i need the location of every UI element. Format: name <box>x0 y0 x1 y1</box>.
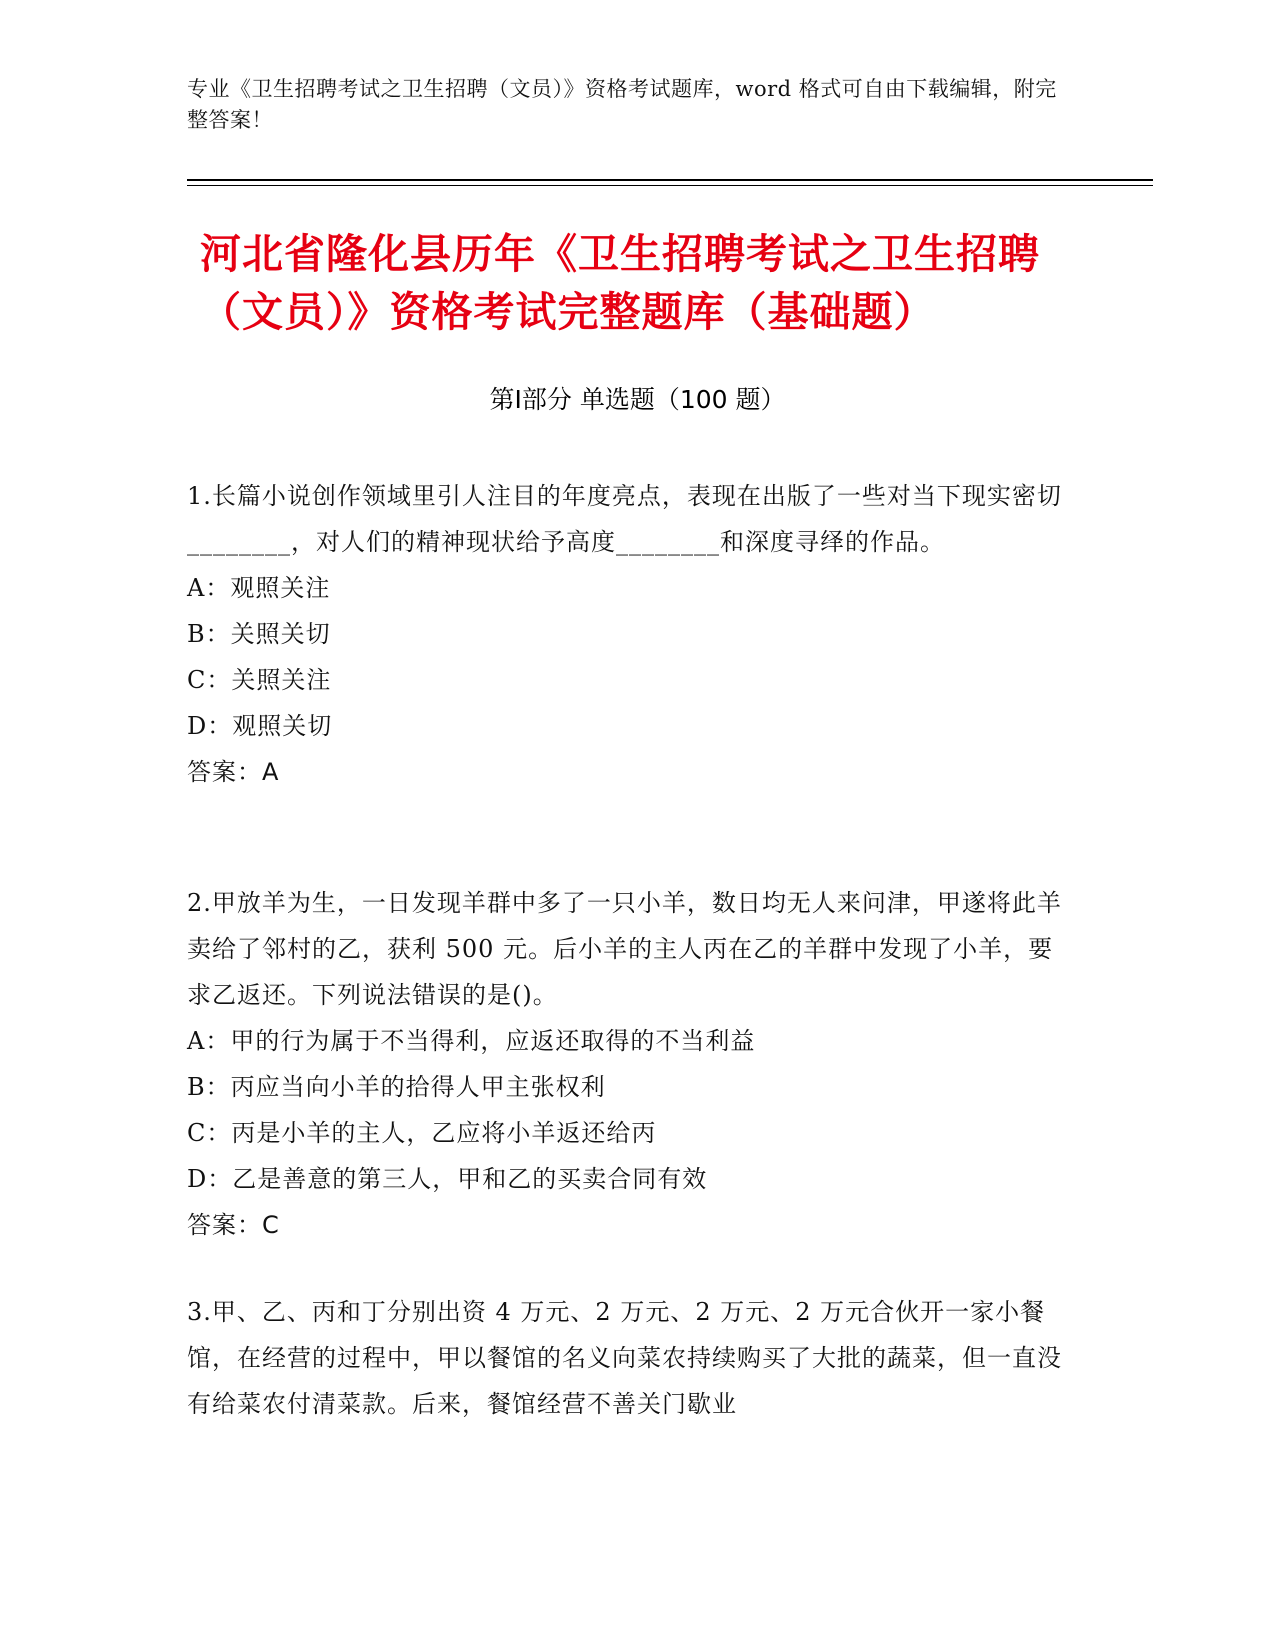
answer-line: 答案：C <box>187 1211 280 1239</box>
question-block <box>187 473 1067 795</box>
question-stem: 1.长篇小说创作领域里引人注目的年度亮点，表现在出版了一些对当下现实密切________，对人们的精神现状给予高度________和深度寻绎的作品。 <box>187 482 1062 556</box>
answer-line: 答案：A <box>187 758 280 786</box>
option-d: D：观照关切 <box>187 712 333 740</box>
question-stem: 2.甲放羊为生，一日发现羊群中多了一只小羊，数日均无人来问津，甲遂将此羊卖给了邻村的乙，获利 500 元。后小羊的主人丙在乙的羊群中发现了小羊，要求乙返还。下列说法错误的是()。 <box>187 889 1062 1009</box>
header-divider-thick <box>187 179 1153 181</box>
question-stem: 3.甲、乙、丙和丁分别出资 4 万元、2 万元、2 万元、2 万元合伙开一家小餐馆，在经营的过程中，甲以餐馆的名义向菜农持续购买了大批的蔬菜，但一直没有给菜农付清菜款。后来，餐馆经营不善关门歇业 <box>187 1298 1062 1418</box>
header-divider-thin <box>187 185 1153 186</box>
option-b: B：关照关切 <box>187 620 331 648</box>
option-b: B：丙应当向小羊的拾得人甲主张权利 <box>187 1073 606 1101</box>
option-d: D：乙是善意的第三人，甲和乙的买卖合同有效 <box>187 1165 708 1193</box>
option-a: A：甲的行为属于不当得利，应返还取得的不当利益 <box>187 1027 756 1055</box>
document-title: 河北省隆化县历年《卫生招聘考试之卫生招聘（文员）》资格考试完整题库（基础题） <box>200 230 1040 336</box>
option-a: A：观照关注 <box>187 574 331 602</box>
page-header-text: 专业《卫生招聘考试之卫生招聘（文员）》资格考试题库，word 格式可自由下载编辑，附完整答案！ <box>187 77 1057 132</box>
option-c: C：关照关注 <box>187 666 332 694</box>
section-heading: 第Ⅰ部分 单选题（100 题） <box>489 385 786 414</box>
option-c: C：丙是小羊的主人，乙应将小羊返还给丙 <box>187 1119 657 1147</box>
question-block <box>187 880 1067 1248</box>
question-block <box>187 1289 1067 1427</box>
